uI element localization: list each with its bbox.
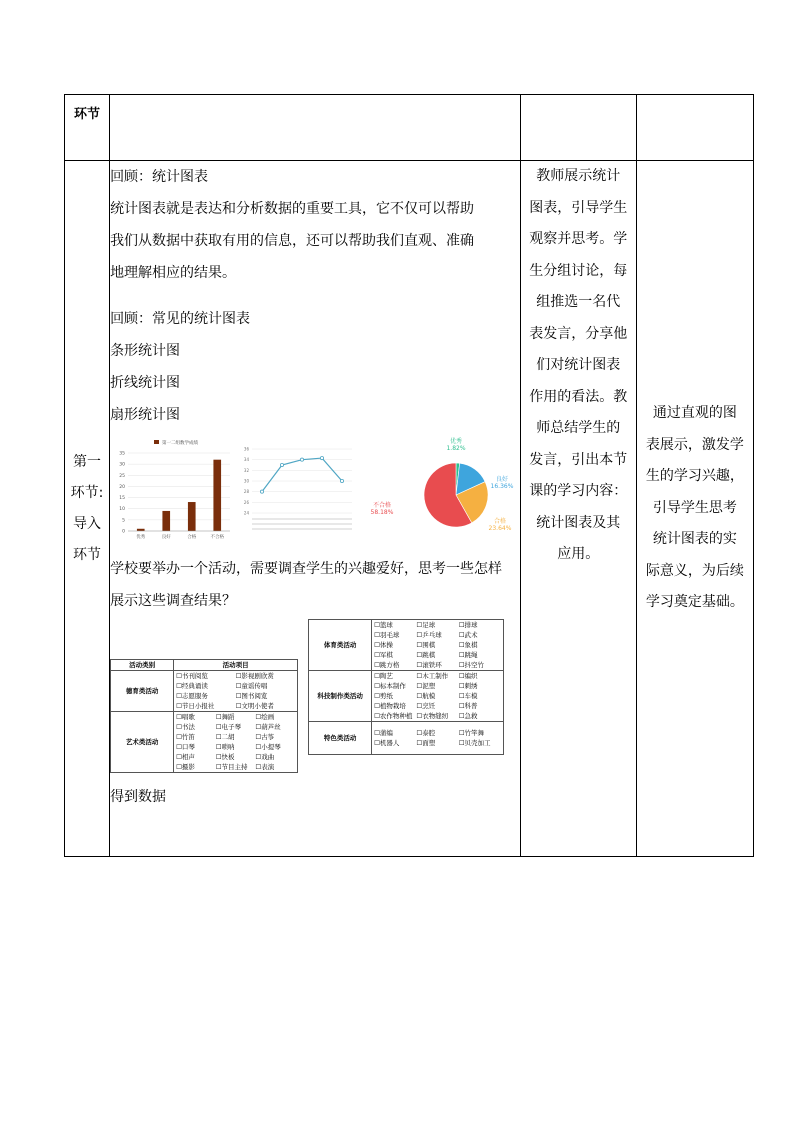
survey-item-checkbox: ☐二胡 — [215, 733, 235, 741]
survey-item-checkbox: ☐滚铁环 — [416, 661, 442, 669]
bar — [213, 460, 221, 531]
survey-item-checkbox: ☐书法 — [176, 723, 195, 731]
survey-item-checkbox: ☐急救 — [458, 712, 478, 720]
survey-item-checkbox: ☐篮球 — [374, 621, 393, 629]
review1-line: 地理解相应的结果。 — [110, 265, 237, 281]
chart-examples — [110, 435, 520, 553]
survey-items — [372, 722, 504, 755]
header-intent-cell — [636, 95, 753, 161]
stage-line: 环节 — [73, 546, 102, 563]
teacher-activity-line: 课的学习内容： — [529, 483, 628, 499]
y-tick-label: 30 — [243, 478, 250, 484]
survey-header: 活动类别 — [111, 660, 174, 671]
slice-value-label: 23.64% — [488, 525, 512, 532]
survey-item-checkbox: ☐泥塑 — [416, 682, 436, 690]
chart-type-pie: 扇形统计图 — [110, 407, 181, 423]
stage-cell — [65, 161, 110, 857]
teacher-activity-line: 观察并思考。学 — [529, 231, 628, 247]
survey-item-checkbox: ☐经典诵读 — [176, 682, 208, 690]
y-tick-label: 34 — [243, 457, 250, 463]
slice-value-label: 58.18% — [370, 509, 394, 516]
teacher-activity-line: 生分组讨论，每 — [529, 262, 628, 279]
design-intent-line: 引导学生思考 — [652, 499, 737, 516]
survey-item-checkbox: ☐古筝 — [255, 733, 275, 741]
survey-item-checkbox: ☐航模 — [416, 692, 436, 700]
y-tick-label: 24 — [243, 510, 250, 516]
survey-item-checkbox: ☐跳绳 — [458, 651, 478, 659]
survey-table-left — [110, 659, 298, 773]
survey-category: 特色类活动 — [309, 722, 372, 755]
header-stage-cell — [65, 95, 110, 161]
survey-item-checkbox: ☐抖空竹 — [458, 661, 485, 669]
y-tick-label: 15 — [119, 496, 126, 502]
survey-item-checkbox: ☐舞蹈 — [215, 713, 235, 721]
survey-item-checkbox: ☐体操 — [374, 641, 393, 649]
survey-item-checkbox: ☐陶艺 — [374, 672, 393, 680]
slice-label: 不合格 — [373, 502, 392, 509]
slice-label: 合格 — [494, 518, 507, 525]
header-row — [65, 95, 754, 161]
data-point — [300, 458, 303, 461]
lesson-plan-table — [64, 94, 754, 857]
survey-item-checkbox: ☐标本制作 — [374, 682, 406, 690]
x-tick-label: 不合格 — [210, 535, 225, 540]
survey-item-checkbox: ☐衣物缝纫 — [416, 712, 449, 720]
x-tick-label: 良好 — [161, 535, 171, 540]
teacher-activity-line: 统计图表及其 — [536, 514, 621, 531]
survey-item-checkbox: ☐相声 — [176, 753, 195, 761]
bar — [162, 511, 170, 531]
design-intent-cell — [636, 161, 753, 857]
slice-value-label: 16.36% — [490, 483, 514, 490]
bar-chart — [112, 435, 234, 543]
survey-item-checkbox: ☐烹饪 — [416, 702, 436, 710]
pie-chart — [360, 435, 516, 543]
teacher-activity-line: 组推选一名代 — [536, 294, 621, 310]
survey-item-checkbox: ☐贝壳加工 — [458, 739, 491, 747]
survey-table-right — [308, 619, 504, 755]
survey-item-checkbox: ☐节目主持 — [215, 763, 248, 771]
survey-item-checkbox: ☐武术 — [458, 631, 478, 639]
survey-item-checkbox: ☐排球 — [458, 621, 478, 629]
survey-item-checkbox: ☐植物栽培 — [374, 702, 406, 710]
survey-category: 科技制作类活动 — [309, 671, 372, 722]
chart-title: 第一二组数学成绩 — [162, 441, 199, 446]
chart-type-bar: 条形统计图 — [110, 343, 181, 359]
survey-category: 体育类活动 — [309, 620, 372, 671]
slice-value-label: 1.82% — [446, 445, 466, 452]
review1-title: 回顾：统计图表 — [110, 169, 209, 185]
survey-item-checkbox: ☐小提琴 — [255, 743, 281, 751]
survey-category: 德育类活动 — [111, 671, 174, 712]
survey-item-checkbox: ☐军棋 — [374, 651, 393, 659]
design-intent-line: 生的学习兴趣， — [645, 468, 744, 485]
survey-item-checkbox: ☐剪纸 — [374, 692, 393, 700]
survey-item-checkbox: ☐口琴 — [176, 743, 195, 751]
y-tick-label: 28 — [243, 489, 250, 495]
teacher-activity-line: 发言，引出本节 — [529, 451, 628, 468]
survey-category: 艺术类活动 — [111, 712, 174, 773]
survey-item-checkbox: ☐科普 — [458, 702, 478, 710]
y-tick-label: 35 — [119, 451, 126, 457]
design-intent-line: 表展示，激发学 — [645, 436, 744, 453]
teacher-activity-line: 图表，引导学生 — [529, 199, 628, 216]
survey-item-checkbox: ☐刺绣 — [458, 682, 478, 690]
survey-item-checkbox: ☐车模 — [458, 692, 478, 700]
header-content-cell — [110, 95, 521, 161]
survey-item-checkbox: ☐影视剧欣赏 — [235, 672, 274, 680]
design-intent-line: 际意义，为后续 — [645, 562, 744, 579]
slice-label: 优秀 — [450, 438, 463, 445]
chart-type-line: 折线统计图 — [110, 375, 181, 391]
survey-items — [372, 671, 504, 722]
survey-item-checkbox: ☐电子琴 — [215, 723, 242, 731]
survey-item-checkbox: ☐编织 — [458, 672, 478, 680]
data-point — [280, 463, 283, 466]
survey-item-checkbox: ☐象棋 — [458, 641, 478, 649]
survey-item-checkbox: ☐泰腔 — [416, 729, 436, 737]
header-stage-label: 环节 — [74, 107, 101, 122]
y-tick-label: 5 — [122, 518, 126, 524]
survey-item-checkbox: ☐围棋 — [416, 641, 436, 649]
stage-line: 导入 — [73, 515, 102, 532]
y-tick-label: 0 — [122, 529, 126, 535]
y-tick-label: 36 — [243, 446, 250, 452]
teacher-activity-line: 教师展示统计 — [536, 168, 621, 184]
x-tick-label: 合格 — [187, 535, 197, 540]
teacher-activity-line: 应用。 — [557, 546, 600, 562]
y-tick-label: 10 — [119, 507, 126, 513]
survey-items — [174, 712, 298, 773]
legend-swatch — [154, 440, 159, 444]
stage-line: 环节: — [70, 484, 104, 501]
design-intent-line: 统计图表的实 — [652, 531, 737, 548]
teacher-activity-cell — [520, 161, 636, 857]
survey-item-checkbox: ☐表演 — [255, 763, 275, 771]
survey-items — [372, 620, 504, 671]
survey-item-checkbox: ☐戏曲 — [255, 753, 275, 761]
survey-item-checkbox: ☐跳方格 — [374, 661, 400, 669]
y-tick-label: 20 — [119, 484, 126, 490]
result-label: 得到数据 — [110, 789, 167, 805]
survey-item-checkbox: ☐志愿服务 — [176, 692, 208, 700]
survey-tables — [110, 621, 520, 781]
survey-item-checkbox: ☐羽毛球 — [374, 631, 400, 639]
slice-label: 良好 — [496, 476, 509, 483]
bar — [137, 529, 145, 531]
survey-item-checkbox: ☐竹笛 — [176, 733, 195, 741]
survey-item-checkbox: ☐童谣传唱 — [235, 682, 268, 690]
survey-item-checkbox: ☐蒲编 — [374, 729, 393, 737]
teacher-activity-line: 们对统计图表 — [536, 357, 621, 373]
survey-header: 活动项目 — [174, 660, 298, 671]
survey-item-checkbox: ☐跳棋 — [416, 651, 436, 659]
data-point — [320, 456, 323, 459]
stage-line: 第一 — [73, 453, 102, 470]
survey-item-checkbox: ☐摄影 — [176, 763, 195, 771]
survey-item-checkbox: ☐图书阅览 — [235, 692, 268, 700]
survey-item-checkbox: ☐文明小使者 — [235, 702, 274, 710]
survey-item-checkbox: ☐农作物种植 — [374, 712, 413, 720]
design-intent-line: 通过直观的图 — [652, 405, 737, 422]
series-line — [262, 458, 342, 492]
review1-line: 我们从数据中获取有用的信息，还可以帮助我们直观、准确 — [110, 233, 475, 249]
bar — [188, 502, 196, 531]
survey-item-checkbox: ☐唱歌 — [176, 713, 195, 721]
question-line: 展示这些调查结果？ — [110, 593, 237, 609]
data-point — [340, 479, 343, 482]
review2-title: 回顾：常见的统计图表 — [110, 311, 251, 327]
survey-item-checkbox: ☐绘画 — [255, 713, 275, 721]
data-point — [260, 490, 263, 493]
content-cell — [110, 161, 521, 857]
survey-item-checkbox: ☐唢呐 — [215, 743, 235, 751]
y-tick-label: 30 — [119, 462, 126, 468]
review1-line: 统计图表就是表达和分析数据的重要工具，它不仅可以帮助 — [110, 201, 475, 217]
survey-item-checkbox: ☐书刊阅览 — [176, 672, 208, 680]
survey-item-checkbox: ☐竹竿舞 — [458, 729, 485, 737]
y-tick-label: 32 — [243, 467, 250, 473]
y-tick-label: 26 — [243, 499, 250, 505]
survey-item-checkbox: ☐机器人 — [374, 739, 400, 747]
line-chart — [236, 435, 356, 543]
survey-item-checkbox: ☐葫芦丝 — [255, 723, 281, 731]
design-intent-line: 学习奠定基础。 — [645, 594, 744, 611]
teacher-activity-line: 作用的看法。教 — [529, 388, 628, 405]
x-tick-label: 优秀 — [136, 535, 146, 540]
teacher-activity-line: 师总结学生的 — [536, 420, 621, 436]
header-teacher-cell — [520, 95, 636, 161]
survey-item-checkbox: ☐乒乓球 — [416, 631, 442, 639]
survey-item-checkbox: ☐节日小报社 — [176, 702, 215, 710]
body-row — [65, 161, 754, 857]
teacher-activity-line: 表发言，分享他 — [529, 325, 628, 342]
survey-item-checkbox: ☐快板 — [215, 753, 235, 761]
question-line: 学校要举办一个活动，需要调查学生的兴趣爱好，思考一些怎样 — [110, 561, 503, 577]
y-tick-label: 25 — [119, 473, 126, 479]
survey-item-checkbox: ☐木工制作 — [416, 672, 449, 680]
survey-item-checkbox: ☐足球 — [416, 621, 436, 629]
survey-items — [174, 671, 298, 712]
survey-item-checkbox: ☐面塑 — [416, 739, 436, 747]
